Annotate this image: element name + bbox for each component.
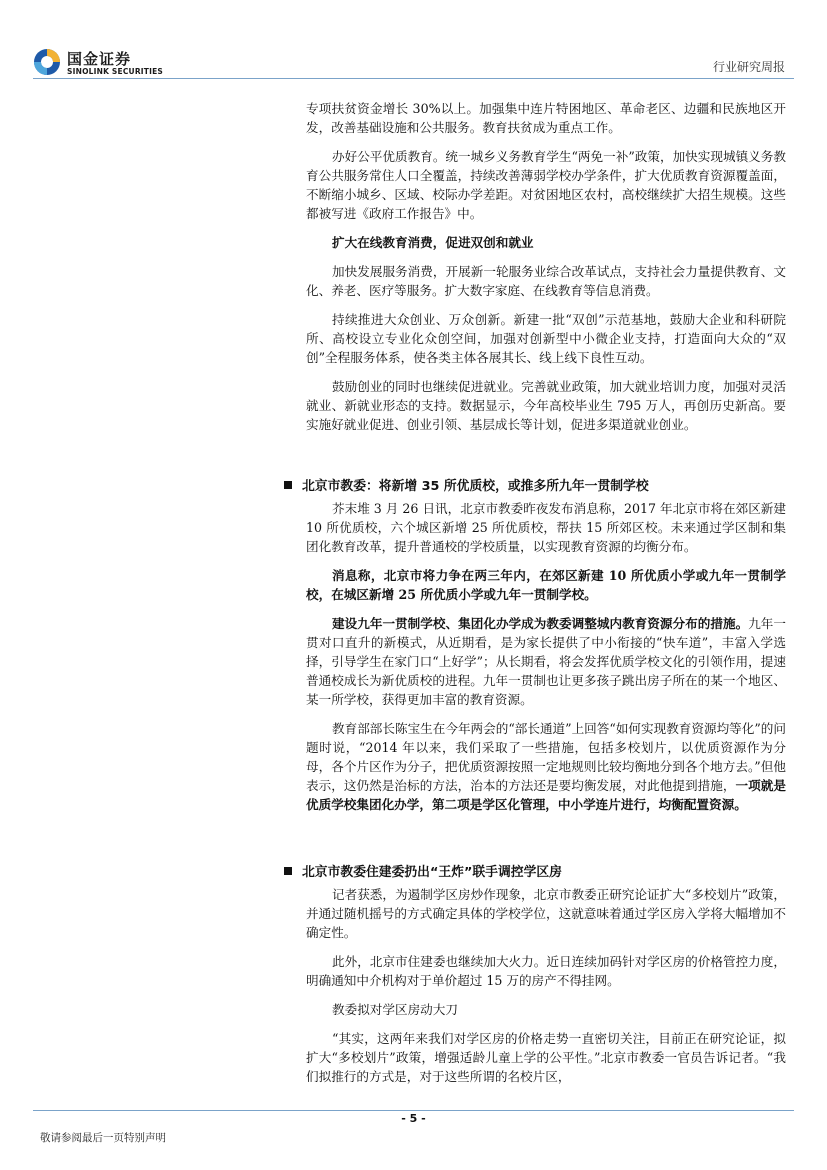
section-body [306, 499, 786, 824]
section-body [306, 885, 786, 1096]
square-bullet-icon [284, 481, 292, 489]
page-header [0, 0, 827, 90]
footer-divider [33, 1110, 794, 1111]
paragraph: 此外，北京市住建委也继续加大火力。近日连续加码针对学区房的价格管控力度，明确通知中介机构对于单价超过 15 万的房产不得挂网。 [306, 954, 786, 988]
paragraph: 消息称，北京市将力争在两三年内，在郊区新建 10 所优质小学或九年一贯制学校，在城区新增 25 所优质小学或九年一贯制学校。 [306, 568, 786, 602]
logo-chinese-name: 国金证券 [67, 50, 132, 68]
bold-lead: 建设九年一贯制学校、集团化办学成为教委调整城内教育资源分布的措施。 [332, 616, 749, 631]
bold-tail: 一项就是优质学校集团化办学，第二项是学区化管理，中小学连片进行，均衡配置资源。 [306, 778, 787, 812]
paragraph-rest: 教育部部长陈宝生在今年两会的“部长通道”上回答“如何实现教育资源均等化”的问题时说，“2014 年以来，我们采取了一些措施，包括多校划片，以优质资源作为分母，各个片区作为分子，把优质资源按照一定地规则比较均衡地分到各个地方去。”但他表示，这仍然是治标的方法，治本的方法还是要均衡发展，对此他提到措施， [306, 721, 786, 793]
paragraph [306, 614, 786, 709]
paragraph: “其实，这两年来我们对学区房的价格走势一直密切关注，目前正在研究论证，拟扩大“多校划片”政策，增强适龄儿童上学的公平性。”北京市教委一官员告诉记者。“我们拟推行的方式是，对于这些所谓的名校片区， [306, 1031, 786, 1084]
section-title: 北京市教委：将新增 35 所优质校，或推多所九年一贯制学校 [302, 479, 649, 494]
disclaimer-note: 敬请参阅最后一页特别声明 [40, 1132, 166, 1144]
square-bullet-icon [284, 867, 292, 875]
page-number: - 5 - [401, 1112, 426, 1125]
section-heading [284, 475, 786, 494]
paragraph: 加快发展服务消费，开展新一轮服务业综合改革试点，支持社会力量提供教育、文化、养老、医疗等服务。扩大数字家庭、在线教育等信息消费。 [306, 264, 786, 298]
paragraph: 专项扶贫资金增长 30%以上。加强集中连片特困地区、革命老区、边疆和民族地区开发，改善基础设施和公共服务。教育扶贫成为重点工作。 [306, 101, 786, 135]
subheading: 扩大在线教育消费，促进双创和就业 [332, 235, 534, 250]
intro-block [306, 99, 786, 444]
paragraph: 办好公平优质教育。统一城乡义务教育学生“两免一补”政策，加快实现城镇义务教育公共服务常住人口全覆盖，持续改善薄弱学校办学条件，扩大优质教育资源覆盖面，不断缩小城乡、区域、校际办学差距。对贫困地区农村，高校继续扩大招生规模。这些都被写进《政府工作报告》中。 [306, 149, 786, 221]
header-divider [33, 78, 794, 79]
paragraph: 持续推进大众创业、万众创新。新建一批“双创”示范基地，鼓励大企业和科研院所、高校设立专业化众创空间，加强对创新型中小微企业支持，打造面向大众的“双创”全程服务体系，使各类主体各展其长、线上线下良性互动。 [306, 312, 786, 365]
paragraph [306, 719, 786, 814]
section-title: 北京市教委住建委扔出“王炸”联手调控学区房 [302, 865, 562, 880]
section-heading [284, 861, 786, 880]
paragraph: 记者获悉，为遏制学区房炒作现象，北京市教委正研究论证扩大“多校划片”政策，并通过随机摇号的方式确定具体的学校学位，这就意味着通过学区房入学将大幅增加不确定性。 [306, 887, 786, 940]
sinolink-logo-icon [33, 48, 61, 76]
paragraph: 鼓励创业的同时也继续促进就业。完善就业政策，加大就业培训力度，加强对灵活就业、新就业形态的支持。数据显示，今年高校毕业生 795 万人，再创历史新高。要实施好就业促进、创业引领、基层成长等计划，促进多渠道就业创业。 [306, 379, 786, 432]
logo-english-name: SINOLINK SECURITIES [67, 67, 164, 76]
paragraph: 芥末堆 3 月 26 日讯，北京市教委昨夜发布消息称，2017 年北京市将在郊区新建 10 所优质校，六个城区新增 25 所优质校，帮扶 15 所郊区校。未来通过学区制和集团化教育改革，提升普通校的学校质量，以实现教育资源的均衡分布。 [306, 501, 786, 554]
company-logo [33, 48, 183, 78]
report-type-label: 行业研究周报 [712, 60, 785, 74]
paragraph-rest: 九年一贯对口直升的新模式，从近期看，是为家长提供了中小衔接的“快车道”，丰富入学选择，引导学生在家门口“上好学”；从长期看，将会发挥优质学校文化的引领作用，提速普通校成长为新优质校的进程。九年一贯制也让更多孩子跳出房子所在的某一个地区、某一所学校，获得更加丰富的教育资源。 [306, 616, 787, 707]
subheading: 教委拟对学区房动大刀 [332, 1002, 458, 1017]
